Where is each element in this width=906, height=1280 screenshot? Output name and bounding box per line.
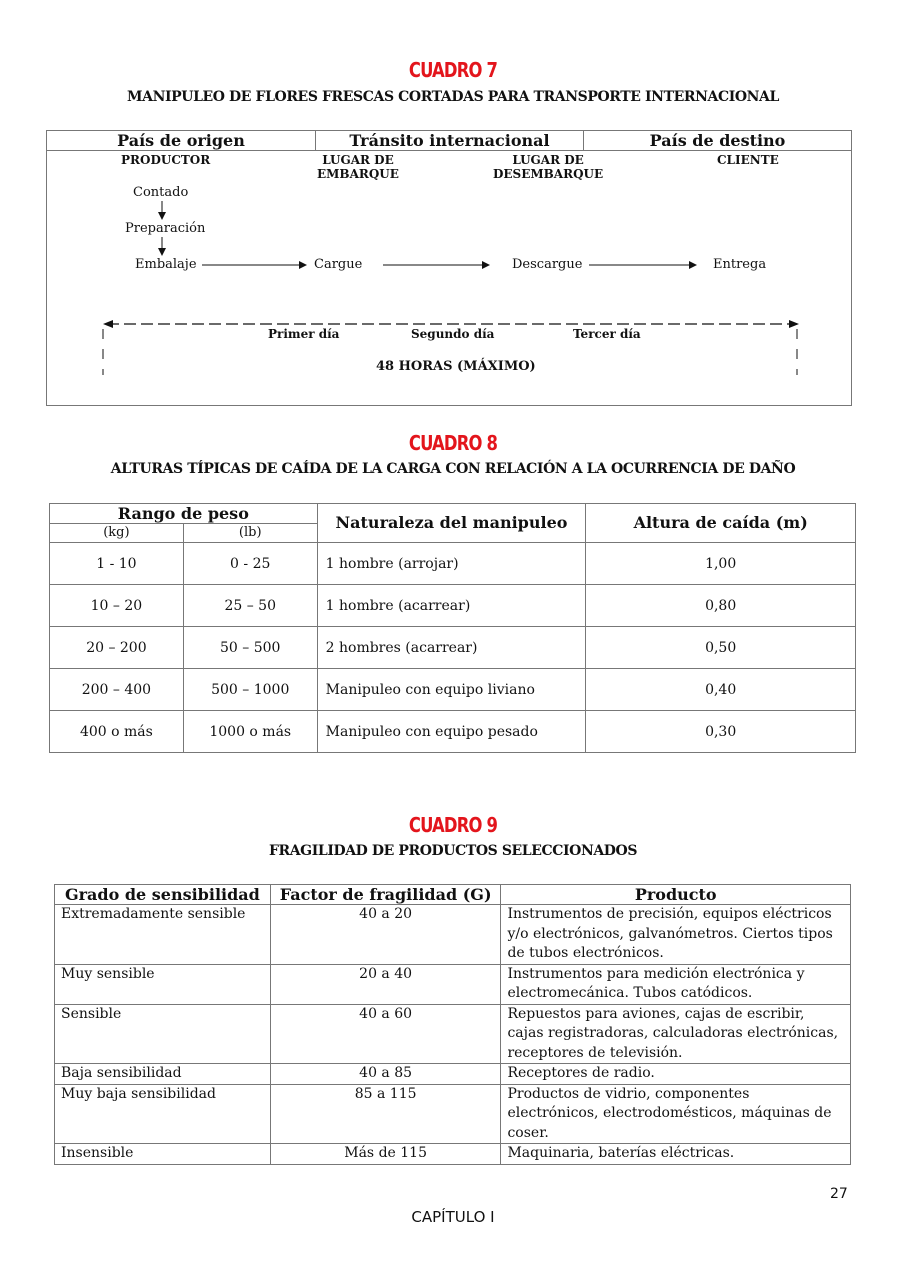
cuadro9-title: CUADRO 9 [408, 813, 498, 837]
cell-grado: Baja sensibilidad [55, 1064, 271, 1085]
label-primer-dia: Primer día [268, 327, 340, 341]
cell-altura: 1,00 [586, 543, 856, 585]
header-altura: Altura de caída (m) [586, 504, 856, 543]
header-rango-peso: Rango de peso [50, 504, 318, 524]
header-naturaleza: Naturaleza del manipuleo [317, 504, 586, 543]
header-factor: Factor de fragilidad (G) [270, 885, 501, 905]
cell-producto: Receptores de radio. [501, 1064, 851, 1085]
cell-naturaleza: Manipuleo con equipo liviano [317, 669, 586, 711]
label-cliente: CLIENTE [717, 153, 779, 167]
cuadro8-title: CUADRO 8 [408, 431, 498, 455]
cell-kg: 1 - 10 [50, 543, 184, 585]
cell-naturaleza: 1 hombre (arrojar) [317, 543, 586, 585]
cell-factor: 40 a 20 [270, 905, 501, 965]
cell-kg: 200 – 400 [50, 669, 184, 711]
header-pais-origen: País de origen [47, 131, 316, 151]
cell-grado: Insensible [55, 1144, 271, 1165]
cuadro9-subtitle: FRAGILIDAD DE PRODUCTOS SELECCIONADOS [268, 843, 638, 859]
header-producto: Producto [501, 885, 851, 905]
label-tercer-dia: Tercer día [573, 327, 641, 341]
header-kg: (kg) [50, 524, 184, 543]
table-row [50, 669, 856, 711]
table-row [55, 905, 851, 965]
cell-producto: Instrumentos de precisión, equipos eléctricos y/o electrónicos, galvanómetros. Ciertos tipos de tubos electrónicos. [501, 905, 851, 965]
label-lugar-desembarque: LUGAR DE DESEMBARQUE [493, 153, 604, 181]
table-row [55, 1064, 851, 1085]
cuadro8-subtitle: ALTURAS TÍPICAS DE CAÍDA DE LA CARGA CON RELACIÓN A LA OCURRENCIA DE DAÑO [110, 461, 796, 477]
cuadro7-title: CUADRO 7 [408, 58, 498, 82]
cell-lb: 0 - 25 [183, 543, 317, 585]
header-lb: (lb) [183, 524, 317, 543]
cell-grado: Extremadamente sensible [55, 905, 271, 965]
cell-producto: Maquinaria, baterías eléctricas. [501, 1144, 851, 1165]
cell-lb: 25 – 50 [183, 585, 317, 627]
step-embalaje: Embalaje [135, 257, 197, 272]
cuadro7-diagram [46, 130, 852, 406]
step-preparacion: Preparación [125, 221, 206, 236]
label-lugar-embarque: LUGAR DE EMBARQUE [317, 153, 399, 181]
cell-lb: 500 – 1000 [183, 669, 317, 711]
cell-grado: Muy baja sensibilidad [55, 1084, 271, 1144]
cell-altura: 0,30 [586, 711, 856, 753]
label-duracion: 48 HORAS (MÁXIMO) [376, 359, 536, 374]
cuadro7-subtitle: MANIPULEO DE FLORES FRESCAS CORTADAS PARA TRANSPORTE INTERNACIONAL [127, 89, 779, 105]
table-row [55, 964, 851, 1004]
cell-grado: Sensible [55, 1004, 271, 1064]
table-row [50, 585, 856, 627]
table-row [55, 1084, 851, 1144]
cell-factor: 40 a 60 [270, 1004, 501, 1064]
label-productor: PRODUCTOR [121, 153, 211, 167]
cell-kg: 10 – 20 [50, 585, 184, 627]
cell-producto: Repuestos para aviones, cajas de escribir, cajas registradoras, calculadoras electrónicas, receptores de televisión. [501, 1004, 851, 1064]
cell-altura: 0,50 [586, 627, 856, 669]
cell-producto: Productos de vidrio, componentes electrónicos, electrodomésticos, máquinas de coser. [501, 1084, 851, 1144]
step-entrega: Entrega [713, 257, 767, 272]
cell-naturaleza: 2 hombres (acarrear) [317, 627, 586, 669]
table-row [50, 627, 856, 669]
page-number: 27 [830, 1186, 848, 1202]
cell-lb: 1000 o más [183, 711, 317, 753]
header-transito: Tránsito internacional [316, 131, 584, 151]
cell-grado: Muy sensible [55, 964, 271, 1004]
header-grado: Grado de sensibilidad [55, 885, 271, 905]
table-row [50, 711, 856, 753]
header-pais-destino: País de destino [584, 131, 851, 151]
cell-altura: 0,80 [586, 585, 856, 627]
cell-factor: 20 a 40 [270, 964, 501, 1004]
chapter-footer: CAPÍTULO I [411, 1208, 495, 1226]
cell-naturaleza: Manipuleo con equipo pesado [317, 711, 586, 753]
table-row [55, 1004, 851, 1064]
cell-altura: 0,40 [586, 669, 856, 711]
cell-kg: 20 – 200 [50, 627, 184, 669]
step-cargue: Cargue [314, 257, 363, 272]
label-segundo-dia: Segundo día [411, 327, 495, 341]
cell-factor: 85 a 115 [270, 1084, 501, 1144]
cuadro8-table [49, 503, 856, 753]
cuadro9-table [54, 884, 851, 1165]
step-descargue: Descargue [512, 257, 583, 272]
table-row [50, 543, 856, 585]
cell-naturaleza: 1 hombre (acarrear) [317, 585, 586, 627]
cell-kg: 400 o más [50, 711, 184, 753]
cell-producto: Instrumentos para medición electrónica y electromecánica. Tubos catódicos. [501, 964, 851, 1004]
step-contado: Contado [133, 185, 189, 200]
cell-factor: 40 a 85 [270, 1064, 501, 1085]
table-row [55, 1144, 851, 1165]
cell-factor: Más de 115 [270, 1144, 501, 1165]
cell-lb: 50 – 500 [183, 627, 317, 669]
